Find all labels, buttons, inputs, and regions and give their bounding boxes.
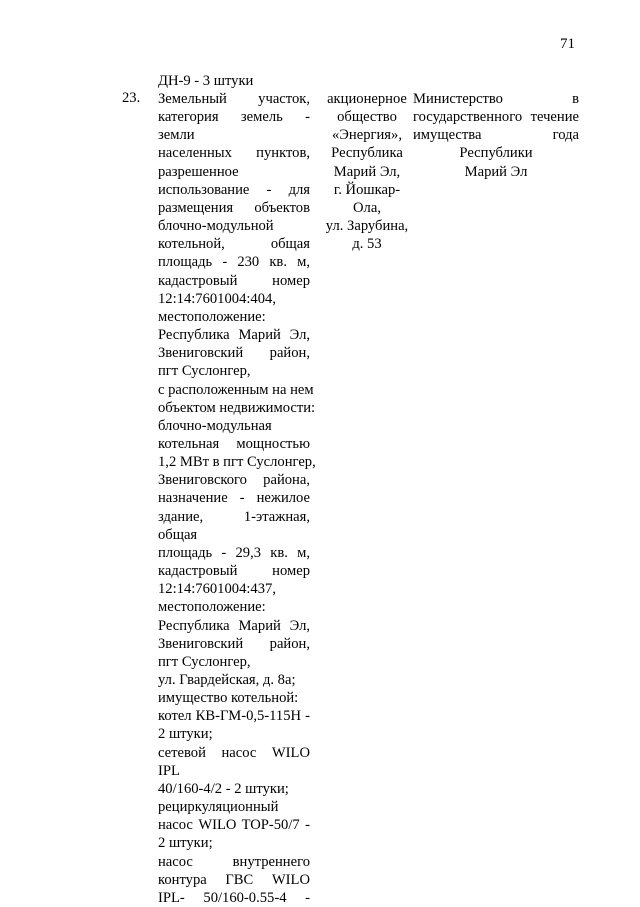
description-line: местоположение:: [158, 599, 266, 616]
organization-line: Марий Эл,: [333, 163, 401, 180]
description-line: 2 штуки;: [158, 835, 213, 852]
page-number: 71: [560, 36, 575, 52]
description-line: размещения объектов: [158, 199, 310, 216]
description-line: 2 штуки;: [158, 726, 213, 743]
description-line: Звениговского района,: [158, 472, 310, 489]
description-line: котельной, общая: [158, 236, 310, 253]
property-description: [158, 90, 316, 907]
description-line: Республика Марий Эл,: [158, 327, 310, 344]
description-line: блочно-модульной: [158, 218, 274, 235]
row-number: 23.: [122, 90, 141, 106]
recipient-line: Министерство в: [413, 91, 579, 107]
description-line: контура ГВС WILO: [158, 871, 310, 888]
recipient-line: Марий Эл: [464, 163, 528, 180]
description-line: кадастровый номер: [158, 272, 310, 289]
recipient-line: государственного течение: [413, 109, 579, 126]
organization-line: «Энергия»,: [332, 127, 402, 144]
description-line: имущество котельной:: [158, 690, 299, 707]
description-line: сетевой насос WILO IPL: [158, 744, 310, 779]
description-line: Земельный участок,: [158, 91, 310, 107]
description-line: 12:14:7601004:404,: [158, 290, 276, 307]
description-line: кадастровый номер: [158, 563, 310, 580]
description-line: категория земель - земли: [158, 109, 310, 144]
recipient-and-deadline: [413, 90, 579, 181]
description-line: насос внутреннего: [158, 853, 310, 870]
description-line: котельная мощностью: [158, 435, 310, 452]
owner-organization: [322, 90, 412, 253]
organization-line: Ола,: [353, 199, 381, 216]
description-line: объектом недвижимости:: [158, 399, 316, 416]
description-line: разрешенное: [158, 163, 239, 180]
description-line: Звениговский район,: [158, 635, 310, 652]
description-line: 1,2 МВт в пгт Суслонгер,: [158, 454, 316, 471]
description-line: площадь - 29,3 кв. м,: [158, 544, 310, 561]
description-line: рециркуляционный: [158, 799, 279, 816]
description-line: местоположение:: [158, 308, 266, 325]
organization-line: ул. Зарубина,: [325, 218, 409, 235]
recipient-line: имущества года: [413, 127, 579, 144]
description-line: блочно-модульная: [158, 417, 272, 434]
description-line: населенных пунктов,: [158, 145, 310, 162]
description-line: Республика Марий Эл,: [158, 617, 310, 634]
description-line: котел КВ-ГМ-0,5-115Н -: [158, 708, 310, 725]
description-line: насос WILO TOP-50/7 -: [158, 817, 310, 834]
description-line: 40/160-4/2 - 2 штуки;: [158, 780, 289, 797]
description-line: назначение - нежилое: [158, 490, 310, 507]
recipient-line: Республики: [459, 145, 533, 162]
description-line: использование - для: [158, 181, 310, 198]
description-line: с расположенным на нем: [158, 381, 314, 398]
preceding-line: ДН-9 - 3 штуки: [158, 73, 254, 89]
description-line: пгт Суслонгер,: [158, 653, 251, 670]
organization-line: акционерное: [327, 91, 407, 107]
description-line: ул. Гвардейская, д. 8а;: [158, 672, 296, 688]
description-line: здание, 1-этажная, общая: [158, 508, 310, 543]
description-line: Звениговский район,: [158, 345, 310, 362]
description-line: 12:14:7601004:437,: [158, 581, 276, 598]
organization-line: общество: [337, 109, 397, 126]
description-line: площадь - 230 кв. м,: [158, 254, 310, 271]
organization-line: г. Йошкар-: [333, 181, 401, 198]
description-line: IPL- 50/160-0.55-4 -: [158, 889, 310, 906]
organization-line: Республика: [331, 145, 403, 162]
description-line: пгт Суслонгер,: [158, 363, 251, 380]
organization-line: д. 53: [352, 236, 382, 253]
